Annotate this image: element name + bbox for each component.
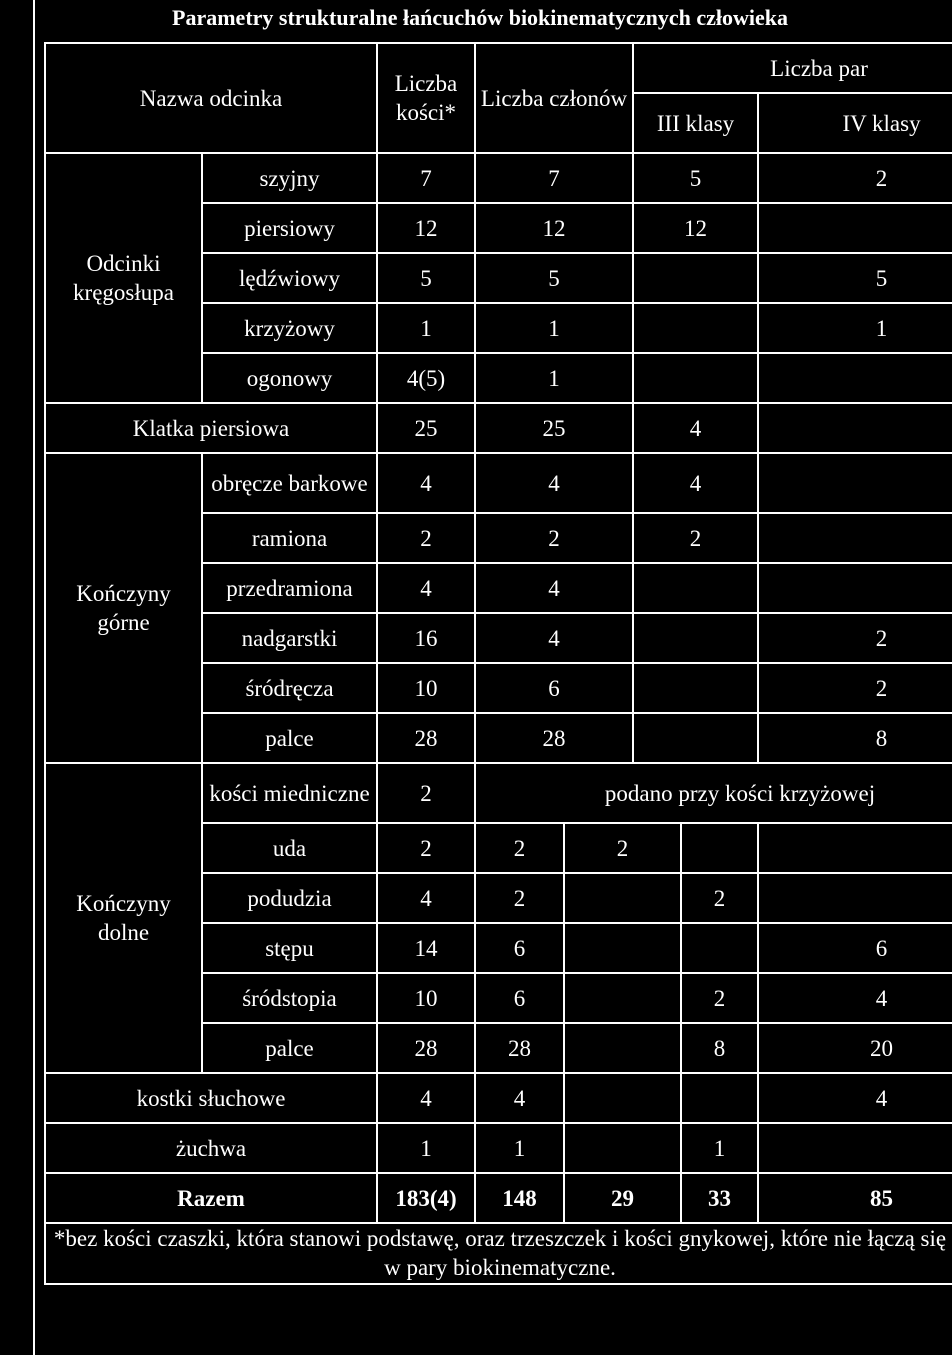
class4-value (758, 513, 952, 563)
header-class4: IV klasy (758, 93, 952, 153)
class5-value (758, 873, 952, 923)
total-label: Razem (45, 1173, 377, 1223)
members-value: 1 (475, 303, 633, 353)
class3-value (633, 663, 758, 713)
class3-value (633, 253, 758, 303)
table-row (45, 1123, 952, 1173)
class3-value: 2 (633, 513, 758, 563)
class3-value (564, 973, 681, 1023)
footnote (45, 1223, 952, 1284)
footnote-row (45, 1223, 952, 1284)
total-class5: 85 (758, 1173, 952, 1223)
members-value: 2 (475, 823, 564, 873)
members-value: 2 (475, 513, 633, 563)
segment-name: nadgarstki (202, 613, 377, 663)
group-upper: Kończyny górne (45, 453, 202, 763)
segment-name: podudzia (202, 873, 377, 923)
members-value: 12 (475, 203, 633, 253)
class5-value (758, 823, 952, 873)
class3-value (564, 1023, 681, 1073)
segment-name: palce (202, 713, 377, 763)
segment-name: śródstopia (202, 973, 377, 1023)
class3-value (633, 563, 758, 613)
total-class3: 29 (564, 1173, 681, 1223)
class3-value (633, 613, 758, 663)
bones-value: 1 (377, 303, 475, 353)
table-row (45, 403, 952, 453)
bones-value: 4(5) (377, 353, 475, 403)
members-value: 7 (475, 153, 633, 203)
members-value: 5 (475, 253, 633, 303)
class4-value (758, 203, 952, 253)
class3-value (564, 1073, 681, 1123)
segment-name: śródręcza (202, 663, 377, 713)
class5-value: 4 (758, 1073, 952, 1123)
table-row (45, 153, 952, 203)
class3-value (564, 1123, 681, 1173)
class3-value: 4 (633, 403, 758, 453)
members-value: 28 (475, 713, 633, 763)
members-value: 1 (475, 353, 633, 403)
bones-value: 4 (377, 873, 475, 923)
class4-value (681, 823, 758, 873)
bones-value: 28 (377, 713, 475, 763)
segment-name: kostki słuchowe (45, 1073, 377, 1123)
header-members: Liczba członów (475, 43, 633, 153)
bones-value: 25 (377, 403, 475, 453)
class4-value: 2 (758, 613, 952, 663)
header-pairs: Liczba par (633, 43, 952, 93)
class5-value: 4 (758, 973, 952, 1023)
segment-name: lędźwiowy (202, 253, 377, 303)
segment-name: obręcze barkowe (202, 453, 377, 513)
members-value: 2 (475, 873, 564, 923)
class4-value (681, 1073, 758, 1123)
class5-value (758, 1123, 952, 1173)
class4-value: 2 (681, 973, 758, 1023)
class5-value: 6 (758, 923, 952, 973)
bones-value: 12 (377, 203, 475, 253)
segment-name: ogonowy (202, 353, 377, 403)
class4-value: 2 (758, 663, 952, 713)
members-value: 4 (475, 563, 633, 613)
group-spine: Odcinki kręgosłupa (45, 153, 202, 403)
class3-value: 12 (633, 203, 758, 253)
segment-name: stępu (202, 923, 377, 973)
table-row (45, 453, 952, 513)
table-row (45, 763, 952, 823)
span-note: podano przy kości krzyżowej (475, 763, 952, 823)
bones-value: 16 (377, 613, 475, 663)
bones-value: 10 (377, 973, 475, 1023)
bones-value: 1 (377, 1123, 475, 1173)
total-class4: 33 (681, 1173, 758, 1223)
class4-value: 2 (681, 873, 758, 923)
header-row-1 (45, 43, 952, 93)
class4-value (758, 453, 952, 513)
table-row (45, 1073, 952, 1123)
total-row (45, 1173, 952, 1223)
class4-value (758, 563, 952, 613)
header-name: Nazwa odcinka (45, 43, 377, 153)
total-members: 148 (475, 1173, 564, 1223)
members-value: 25 (475, 403, 633, 453)
class3-value: 4 (633, 453, 758, 513)
segment-name: kości miedniczne (202, 763, 377, 823)
members-value: 28 (475, 1023, 564, 1073)
class3-value: 2 (564, 823, 681, 873)
bones-value: 4 (377, 563, 475, 613)
members-value: 6 (475, 923, 564, 973)
members-value: 4 (475, 613, 633, 663)
bones-value: 14 (377, 923, 475, 973)
bones-value: 4 (377, 1073, 475, 1123)
segment-name: ramiona (202, 513, 377, 563)
class4-value: 5 (758, 253, 952, 303)
class3-value (564, 923, 681, 973)
segment-name: przedramiona (202, 563, 377, 613)
class3-value (633, 303, 758, 353)
page-border-line (33, 0, 35, 1355)
footnote-text: *bez kości czaszki, która stanowi podstawę, oraz trzeszczek i kości gnykowej, które nie łączą się w pary biokinematyczne. (53, 1226, 947, 1280)
class4-value (758, 353, 952, 403)
table-title: Parametry strukturalne łańcuchów biokinematycznych człowieka (172, 5, 788, 30)
members-value: 4 (475, 1073, 564, 1123)
class4-value (681, 923, 758, 973)
class3-value: 5 (633, 153, 758, 203)
segment-name: uda (202, 823, 377, 873)
class4-value (758, 403, 952, 453)
total-bones: 183(4) (377, 1173, 475, 1223)
bones-value: 10 (377, 663, 475, 713)
bones-value: 5 (377, 253, 475, 303)
header-class3: III klasy (633, 93, 758, 153)
class5-value: 20 (758, 1023, 952, 1073)
bones-value: 2 (377, 763, 475, 823)
segment-name: krzyżowy (202, 303, 377, 353)
class4-value: 1 (681, 1123, 758, 1173)
members-value: 4 (475, 453, 633, 513)
bones-value: 7 (377, 153, 475, 203)
segment-name: piersiowy (202, 203, 377, 253)
members-value: 6 (475, 973, 564, 1023)
members-value: 1 (475, 1123, 564, 1173)
class4-value: 8 (758, 713, 952, 763)
header-bones: Liczba kości* (377, 43, 475, 153)
class3-value (633, 713, 758, 763)
bones-value: 2 (377, 513, 475, 563)
bones-value: 28 (377, 1023, 475, 1073)
members-value: 6 (475, 663, 633, 713)
segment-name: Klatka piersiowa (45, 403, 377, 453)
group-lower: Kończyny dolne (45, 763, 202, 1073)
class4-value: 2 (758, 153, 952, 203)
segment-name: żuchwa (45, 1123, 377, 1173)
class3-value (564, 873, 681, 923)
table-wrapper (44, 42, 952, 1285)
biokinematic-table (44, 42, 952, 1285)
class4-value: 8 (681, 1023, 758, 1073)
segment-name: szyjny (202, 153, 377, 203)
class3-value (633, 353, 758, 403)
bones-value: 2 (377, 823, 475, 873)
segment-name: palce (202, 1023, 377, 1073)
bones-value: 4 (377, 453, 475, 513)
class4-value: 1 (758, 303, 952, 353)
